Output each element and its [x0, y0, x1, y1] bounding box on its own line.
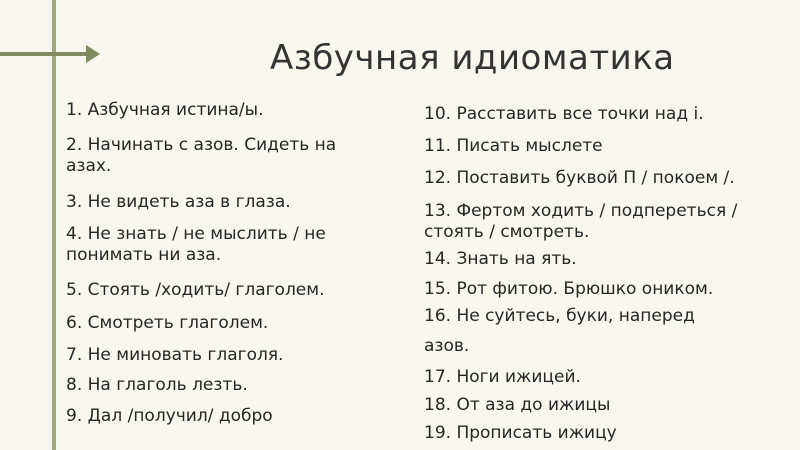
- list-item: 13. Фертом ходить / подпереться / стоять / смотреть.: [424, 201, 738, 242]
- list-item: 8. На глаголь лезть.: [66, 375, 248, 395]
- list-item: 2. Начинать с азов. Сидеть на азах.: [66, 135, 337, 176]
- list-item: 19. Прописать ижицу: [424, 423, 617, 443]
- decorative-horizontal-bar: [0, 52, 86, 56]
- list-item: 7. Не миновать глаголя.: [66, 345, 284, 365]
- list-item: 9. Дал /получил/ добро: [66, 406, 273, 426]
- list-item: 10. Расставить все точки над і.: [424, 104, 704, 124]
- list-item: 1. Азбучная истина/ы.: [66, 100, 264, 120]
- list-item: азов.: [424, 336, 470, 356]
- list-item: 6. Смотреть глаголем.: [66, 313, 269, 333]
- list-item: 15. Рот фитою. Брюшко оником.: [424, 279, 714, 299]
- list-item: 12. Поставить буквой П / покоем /.: [424, 168, 735, 188]
- list-item: 14. Знать на ять.: [424, 249, 577, 269]
- list-item: 4. Не знать / не мыслить / не понимать ни аза.: [66, 224, 326, 265]
- list-item: 11. Писать мыслете: [424, 136, 603, 156]
- list-item: 3. Не видеть аза в глаза.: [66, 192, 291, 212]
- list-item: 16. Не суйтесь, буки, наперед: [424, 306, 695, 326]
- list-item: 17. Ноги ижицей.: [424, 367, 581, 387]
- decorative-vertical-line: [52, 0, 56, 450]
- arrow-icon: [86, 45, 100, 63]
- slide-title: Азбучная идиоматика: [270, 38, 675, 78]
- list-item: 18. От аза до ижицы: [424, 395, 611, 415]
- list-item: 5. Стоять /ходить/ глаголем.: [66, 280, 325, 300]
